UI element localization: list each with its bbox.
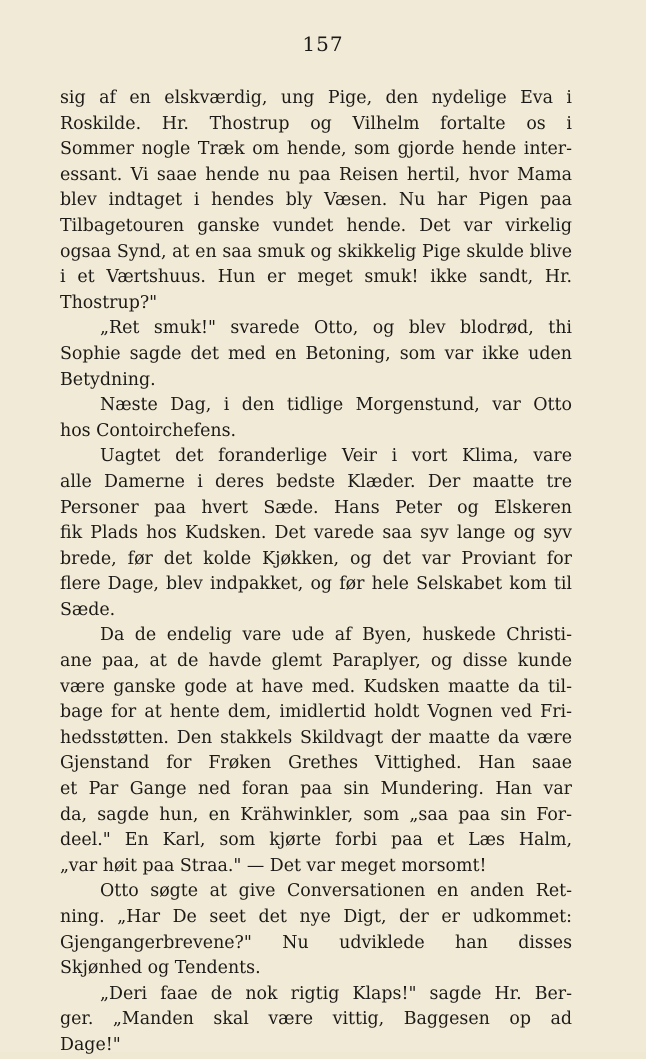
text-line: „Ret smuk!" svarede Otto, og blev blodrød, thi (100, 318, 572, 339)
text-line: Skjønhed og Tendents. (60, 958, 261, 979)
text-line: deel." En Karl, som kjørte forbi paa et Læs Halm, (60, 830, 572, 851)
paragraph-3 (60, 393, 572, 444)
text-line: Betydning. (60, 369, 156, 390)
page-number: 157 (302, 32, 344, 56)
text-line: Uagtet det foranderlige Veir i vort Klima, vare (100, 446, 572, 467)
text-line: alle Damerne i deres bedste Klæder. Der maatte tre (60, 471, 572, 492)
text-line: fik Plads hos Kudsken. Det varede saa syv lange og syv (60, 523, 572, 544)
text-line: flere Dage, blev indpakket, og før hele Selskabet kom til (60, 574, 572, 595)
text-line: blev indtaget i hendes bly Væsen. Nu har Pigen paa (60, 190, 572, 211)
text-line: brede, før det kolde Kjøkken, og det var Proviant for (60, 548, 572, 569)
text-line: Dage!" (60, 1034, 121, 1055)
text-line: ogsaa Synd, at en saa smuk og skikkelig Pige skulde blive (60, 241, 572, 262)
paragraph-4 (60, 444, 572, 623)
text-line: i et Værtshuus. Hun er meget smuk! ikke sandt, Hr. (60, 267, 572, 288)
paragraph-5 (60, 623, 572, 879)
paragraph-2 (60, 316, 572, 393)
text-line: sig af en elskværdig, ung Pige, den nydelige Eva i (60, 88, 572, 108)
text-line: ger. „Manden skal være vittig, Baggesen op ad (60, 1009, 572, 1030)
text-line: „var høit paa Straa." — Det var meget morsomt! (60, 855, 487, 876)
text-line: da, sagde hun, en Krähwinkler, som „saa paa sin For- (60, 804, 572, 825)
body-text (60, 86, 572, 1059)
paragraph-6 (60, 879, 572, 981)
text-line: Sophie sagde det med en Betoning, som var ikke uden (60, 343, 572, 364)
text-line: Sæde. (60, 599, 116, 620)
text-line: Gjenstand for Frøken Grethes Vittighed. Han saae (60, 753, 572, 774)
text-line: Sommer nogle Træk om hende, som gjorde hende inter- (60, 139, 572, 160)
text-line: Tilbagetouren ganske vundet hende. Det var virkelig (60, 215, 572, 236)
paragraph-7 (60, 982, 572, 1059)
text-line: Personer paa hvert Sæde. Hans Peter og Elskeren (60, 497, 572, 518)
text-line: hedsstøtten. Den stakkels Skildvagt der maatte da være (60, 727, 572, 748)
text-line: „Deri faae de nok rigtig Klaps!" sagde Hr. Ber- (100, 983, 572, 1004)
text-line: være ganske gode at have med. Kudsken maatte da til- (60, 676, 572, 697)
text-line: et Par Gange ned foran paa sin Mundering. Han var (60, 779, 572, 800)
text-line: Roskilde. Hr. Thostrup og Vilhelm fortalte os i (60, 113, 572, 134)
text-line: ane paa, at de havde glemt Paraplyer, og disse kunde (60, 651, 572, 672)
text-line: Otto søgte at give Conversationen en anden Ret- (100, 881, 572, 902)
text-line: Thostrup?" (60, 292, 158, 313)
text-line: essant. Vi saae hende nu paa Reisen hertil, hvor Mama (60, 164, 572, 185)
text-line: Da de endelig vare ude af Byen, huskede Christi- (100, 625, 572, 646)
text-line: hos Contoirchefens. (60, 420, 237, 441)
text-line: ning. „Har De seet det nye Digt, der er udkommet: (60, 907, 572, 927)
text-line: bage for at hente dem, imidlertid holdt Vognen ved Fri- (60, 702, 572, 723)
text-line: Gjengangerbrevene?" Nu udviklede han disses (60, 932, 572, 953)
paragraph-1 (60, 86, 572, 316)
text-line: Næste Dag, i den tidlige Morgenstund, var Otto (100, 395, 572, 416)
